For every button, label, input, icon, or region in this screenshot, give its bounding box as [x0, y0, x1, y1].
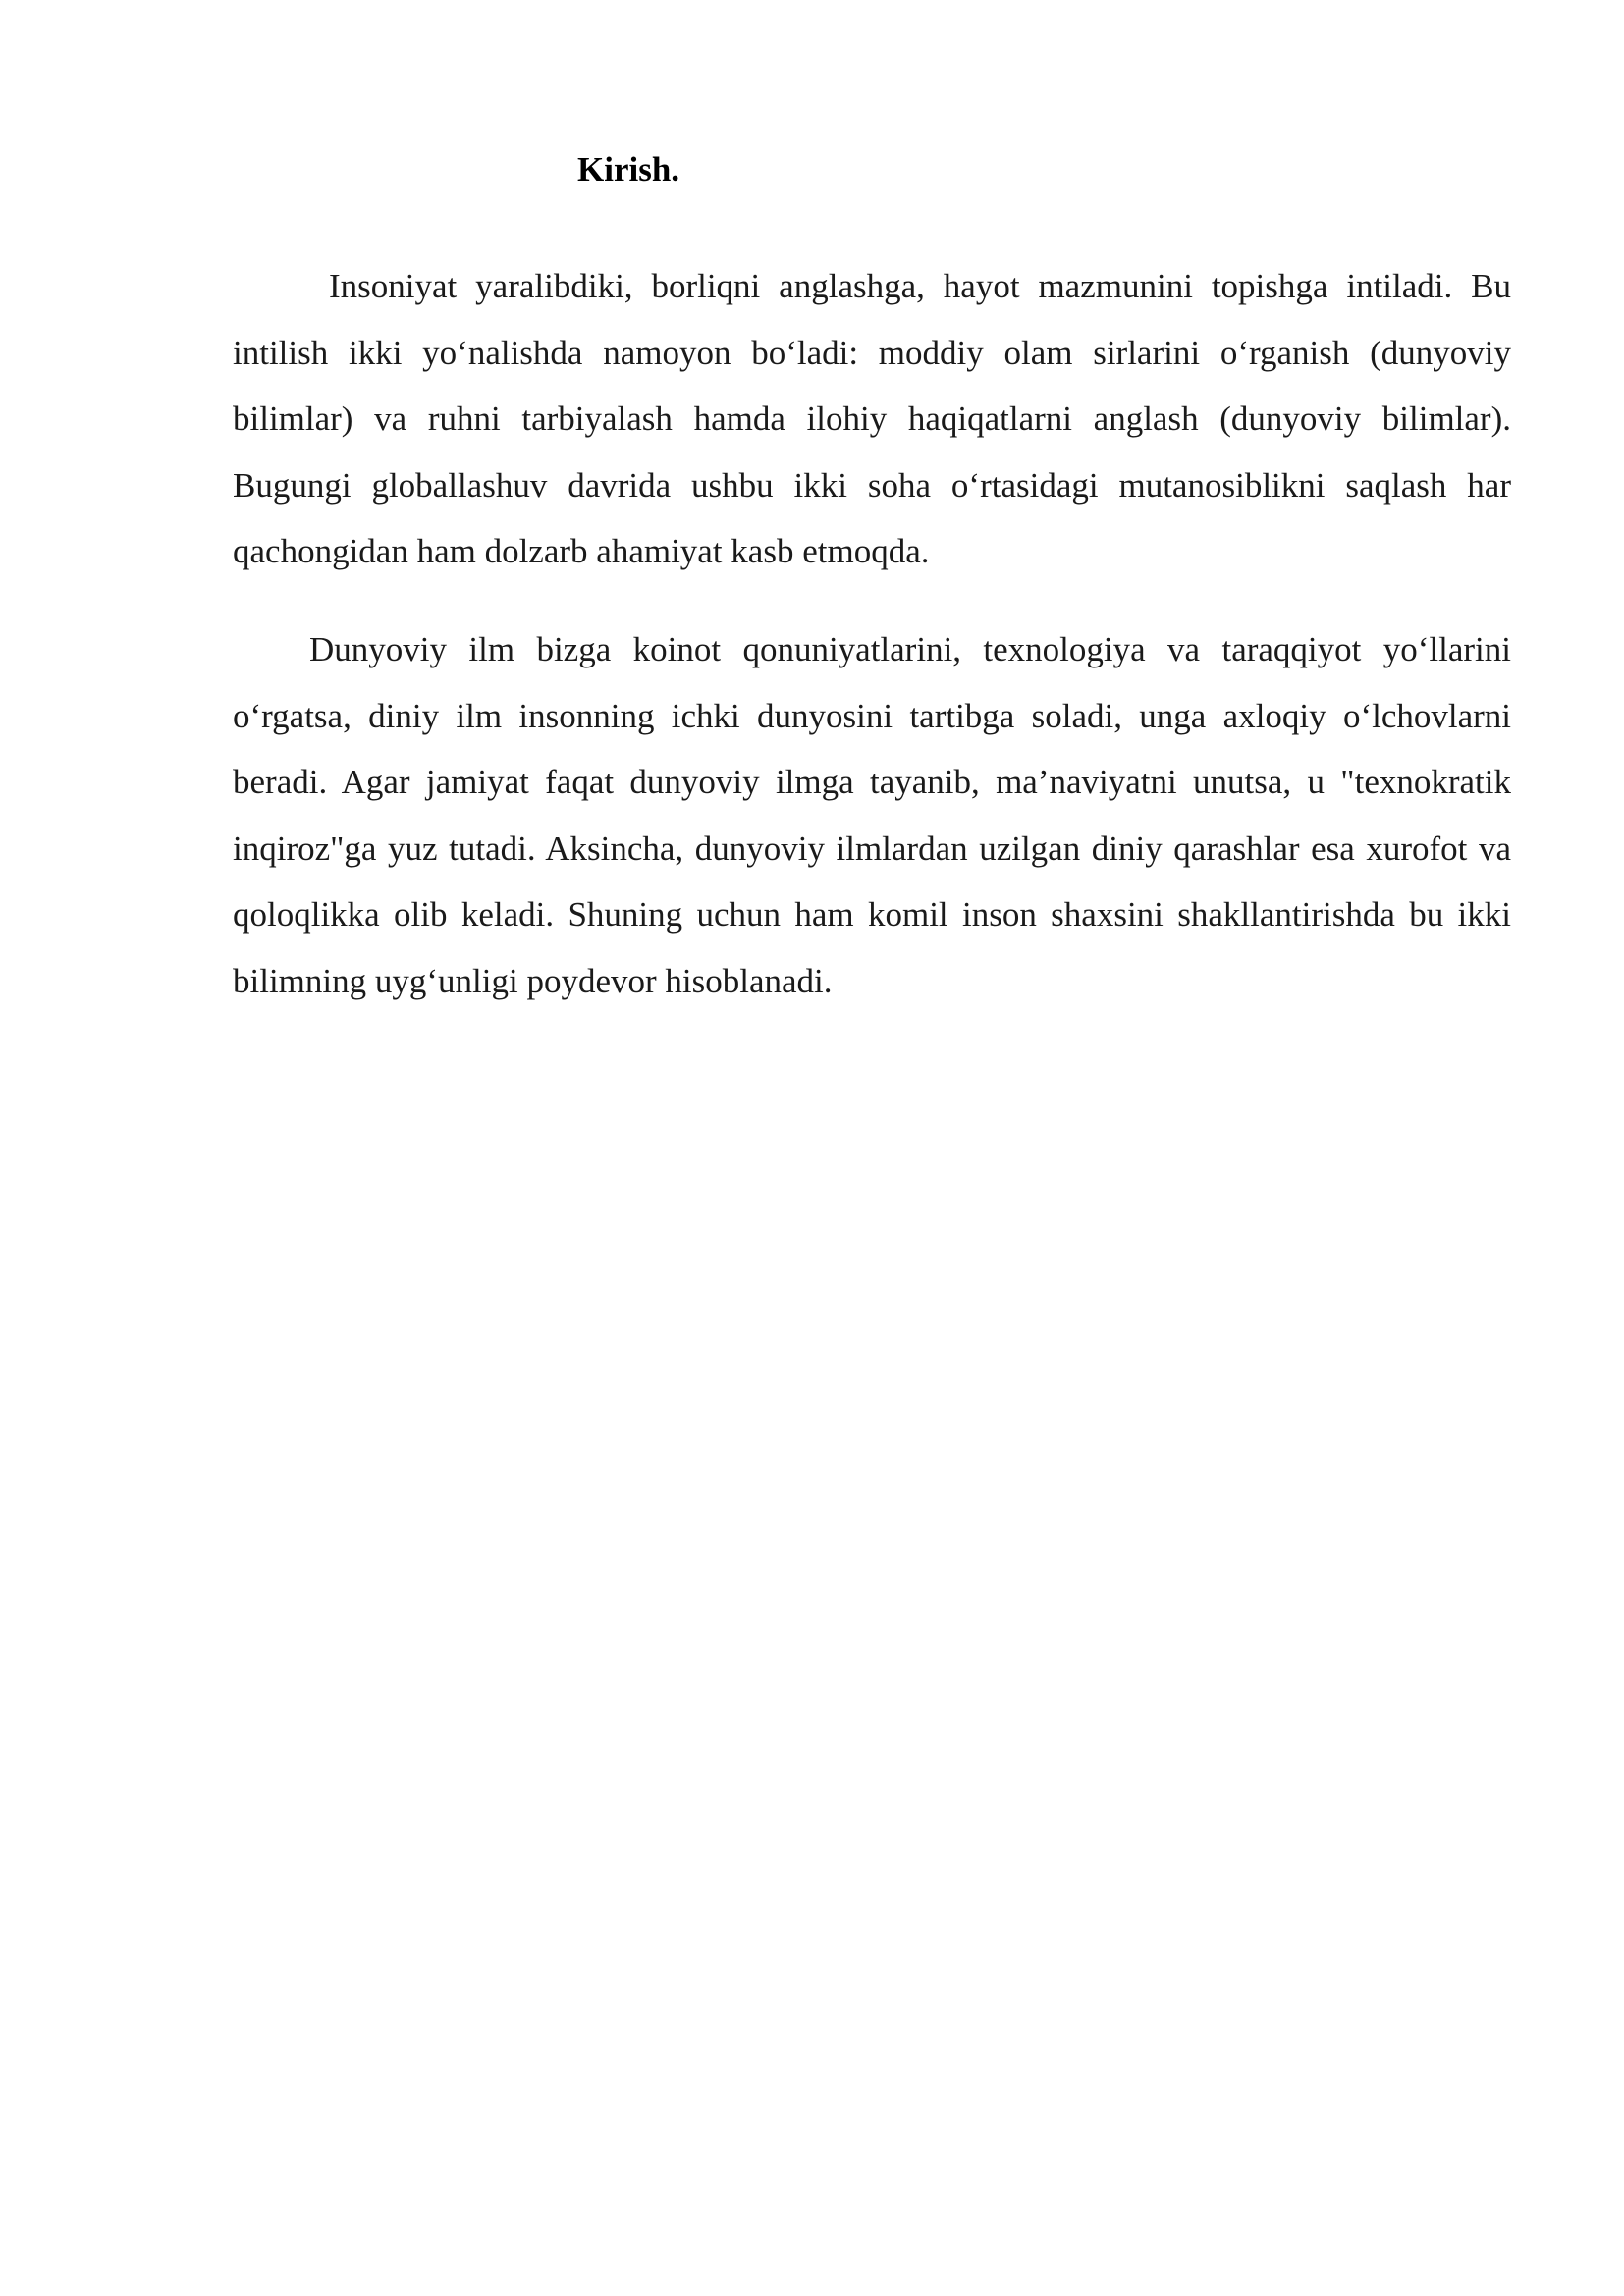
- page-heading: Kirish.: [577, 150, 680, 188]
- paragraph-intro: Insoniyat yaralibdiki, borliqni anglashga, hayot mazmunini topishga intiladi. Bu intilish ikki yo‘nalishda namoyon bo‘ladi: moddiy olam sirlarini o‘rganish (dunyoviy bilimlar) va ruhni tarbiyalash hamda ilohiy haqiqatlarni anglash (dunyoviy bilimlar). Bugungi globallashuv davrida ushbu ikki soha o‘rtasidagi mutanosiblikni saqlash har qachongidan ham dolzarb ahamiyat kasb etmoqda.: [233, 267, 1511, 570]
- paragraph-knowledge-balance: Dunyoviy ilm bizga koinot qonuniyatlarini, texnologiya va taraqqiyot yo‘llarini o‘rgatsa, diniy ilm insonning ichki dunyosini tartibga soladi, unga axloqiy o‘lchovlarni beradi. Agar jamiyat faqat dunyoviy ilmga tayanib, ma’naviyatni unutsa, u "texnokratik inqiroz"ga yuz tutadi. Aksincha, dunyoviy ilmlardan uzilgan diniy qarashlar esa xurofot va qoloqlikka olib keladi. Shuning uchun ham komil inson shaxsini shakllantirishda bu ikki bilimning uyg‘unligi poydevor hisoblanadi.: [233, 630, 1511, 1000]
